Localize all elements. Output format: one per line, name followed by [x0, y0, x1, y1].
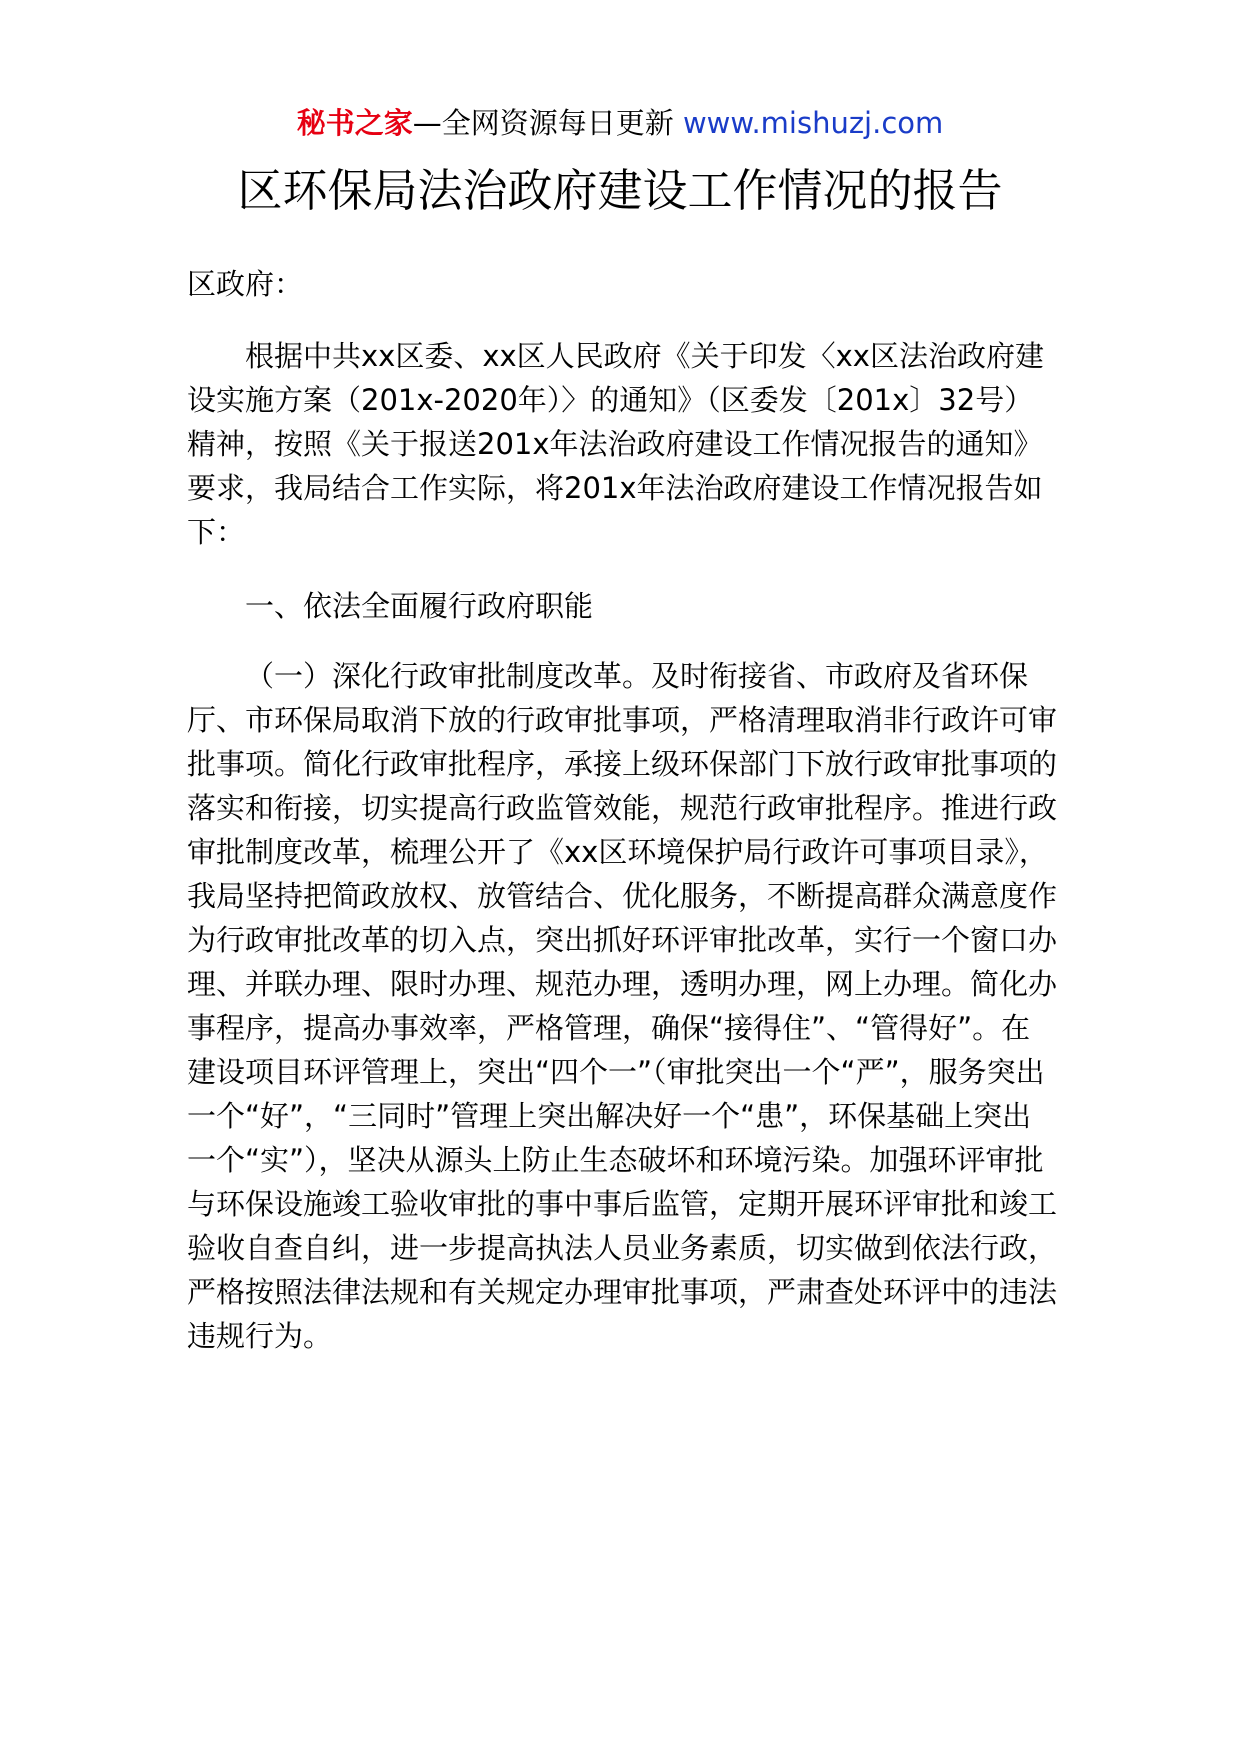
paragraph-section-1: （一）深化行政审批制度改革。及时衔接省、市政府及省环保厅、市环保局取消下放的行政审批事项，严格清理取消非行政许可审批事项。简化行政审批程序，承接上级环保部门下放行政审批事项的落实和衔接，切实提高行政监管效能，规范行政审批程序。推进行政审批制度改革，梳理公开了《xx区环境保护局行政许可事项目录》，我局坚持把简政放权、放管结合、优化服务，不断提高群众满意度作为行政审批改革的切入点，突出抓好环评审批改革，实行一个窗口办理、并联办理、限时办理、规范办理，透明办理，网上办理。简化办事程序，提高办事效率，严格管理，确保“接得住”、“管得好”。在建设项目环评管理上，突出“四个一”（审批突出一个“严”，服务突出一个“好”，“三同时”管理上突出解决好一个“患”，环保基础上突出一个“实”），坚决从源头上防止生态破坏和环境污染。加强环评审批与环保设施竣工验收审批的事中事后监管，定期开展环评审批和竣工验收自查自纠，进一步提高执法人员业务素质，切实做到依法行政，严格按照法律法规和有关规定办理审批事项，严肃查处环评中的违法违规行为。 [187, 659, 1058, 1353]
site-header [0, 103, 1240, 143]
brand-name: 秘书之家 [296, 106, 413, 140]
site-url-link[interactable]: www.mishuzj.com [682, 106, 944, 140]
document-body [187, 262, 1057, 1358]
document-title: 区环保局法治政府建设工作情况的报告 [237, 164, 1003, 217]
header-tagline: —全网资源每日更新 [412, 106, 674, 140]
section-heading: 一、依法全面履行政府职能 [245, 589, 594, 623]
salutation: 区政府： [187, 267, 304, 301]
paragraph-intro: 根据中共xx区委、xx区人民政府《关于印发〈xx区法治政府建设实施方案（201x-2020年）〉的通知》（区委发〔201x〕32号）精神，按照《关于报送201x年法治政府建设工作情况报告的通知》要求，我局结合工作实际，将201x年法治政府建设工作情况报告如下： [187, 339, 1044, 549]
